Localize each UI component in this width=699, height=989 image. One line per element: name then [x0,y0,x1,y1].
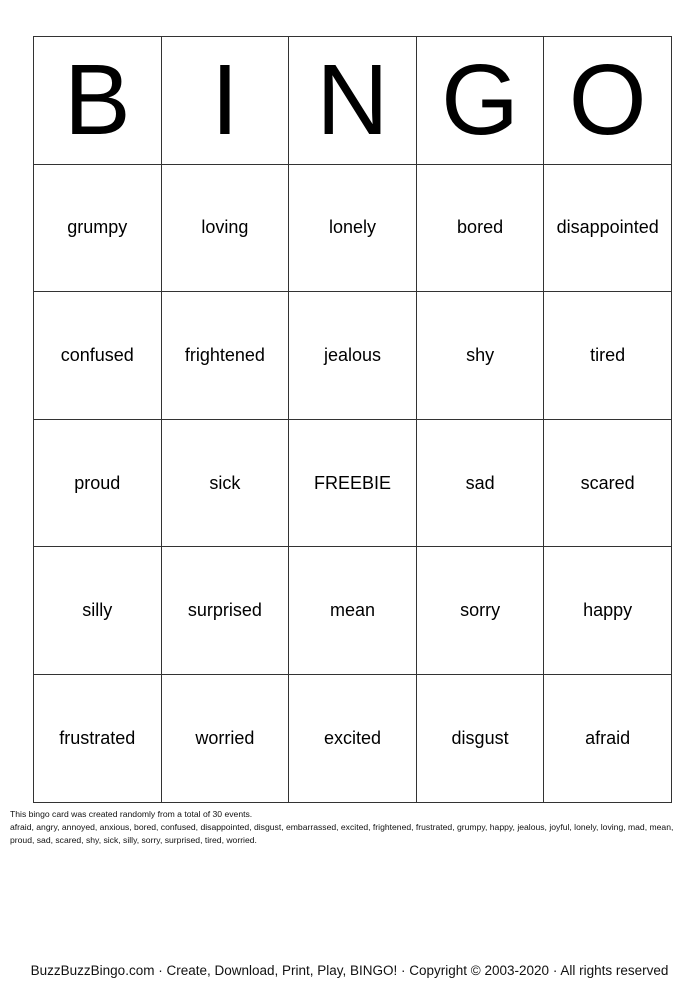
card-cell: frustrated [34,674,162,802]
card-cell: confused [34,292,162,420]
card-cell: surprised [161,547,289,675]
card-cell: sad [416,419,544,547]
card-cell: disgust [416,674,544,802]
card-cell: sick [161,419,289,547]
free-cell: FREEBIE [289,419,417,547]
header-letter-n: N [289,37,417,165]
card-cell: tired [544,292,672,420]
header-letter-o: O [544,37,672,165]
card-cell: disappointed [544,164,672,292]
card-cell: frightened [161,292,289,420]
card-row [34,164,672,292]
footer-text: BuzzBuzzBingo.com · Create, Download, Print, Play, BINGO! · Copyright © 2003-2020 · All rights reserved [30,963,669,978]
card-cell: scared [544,419,672,547]
card-cell: grumpy [34,164,162,292]
card-cell: happy [544,547,672,675]
card-row [34,547,672,675]
card-cell: jealous [289,292,417,420]
header-letter-b: B [34,37,162,165]
card-note [10,808,695,847]
card-cell: shy [416,292,544,420]
card-cell: mean [289,547,417,675]
header-letter-g: G [416,37,544,165]
header-row [34,37,672,165]
header-letter-i: I [161,37,289,165]
card-cell: afraid [544,674,672,802]
card-cell: bored [416,164,544,292]
bingo-card [33,36,672,803]
card-cell: proud [34,419,162,547]
note-summary: This bingo card was created randomly from a total of 30 events. [10,809,253,819]
card-cell: sorry [416,547,544,675]
card-row [34,292,672,420]
card-cell: silly [34,547,162,675]
card-cell: worried [161,674,289,802]
card-row [34,674,672,802]
card-cell: excited [289,674,417,802]
card-cell: loving [161,164,289,292]
card-row [34,419,672,547]
note-event-list: afraid, angry, annoyed, anxious, bored, confused, disappointed, disgust, embarrassed, excited, frightened, frustrated, grumpy, happy, jealous, joyful, lonely, loving, mad, mean, proud, sad, scared, shy, sick, silly, sorry, surprised, tired, worried. [10,822,674,845]
card-cell: lonely [289,164,417,292]
